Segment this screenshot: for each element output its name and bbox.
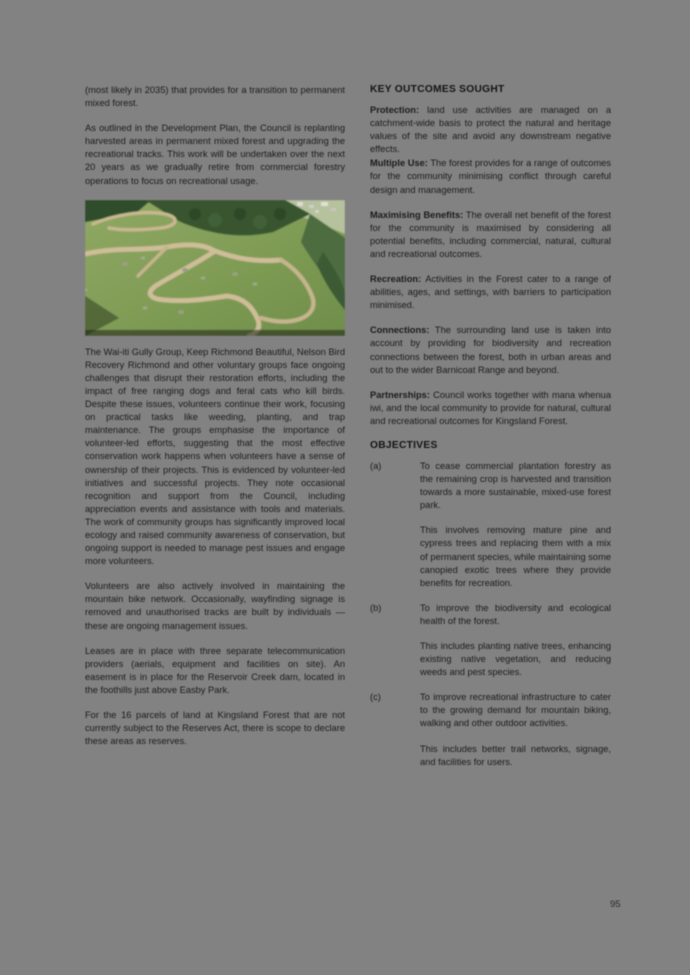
page-number: 95	[610, 899, 621, 910]
outcome-protection-text: land use activities are managed on a catchment-wide basis to protect the natural and heritage values of the site and avoid any downstream negative effects.	[370, 105, 611, 155]
objective-c-text: To improve recreational infrastructure to cater to the growing demand for mountain biking, walking and other outdoor activities.	[420, 692, 611, 729]
aerial-photo	[85, 200, 345, 336]
objective-b-detail: This includes planting native trees, enhancing existing native vegetation, and reducing weeds and pest species.	[420, 641, 611, 678]
objective-b-body	[420, 602, 611, 679]
outcome-partnerships-text: Council works together with mana whenua iwi, and the local community to provide for natural, cultural and recreational outcomes for Kingsland Forest.	[370, 389, 611, 426]
objective-a-body	[420, 460, 611, 590]
objective-c-body	[420, 691, 611, 768]
outcome-recreation	[370, 273, 611, 312]
objectives-heading: OBJECTIVES	[370, 439, 438, 451]
objective-item-c	[370, 691, 611, 768]
outcome-multiple-use-lead: Multiple Use:	[370, 158, 428, 169]
objective-a-detail: This involves removing mature pine and cypress trees and replacing them with a mix of permanent species, while maintaining some canopied exotic trees where they provide benefits for recreation.	[420, 525, 611, 588]
outcome-multiple-use	[370, 157, 611, 196]
outcome-protection-lead: Protection:	[370, 105, 420, 115]
outcome-maximising-benefits-lead: Maximising Benefits:	[370, 209, 464, 220]
objective-b-text: To improve the biodiversity and ecological health of the forest.	[420, 602, 611, 626]
outcome-maximising-benefits	[370, 209, 611, 261]
outcome-partnerships	[370, 389, 611, 428]
left-column	[85, 84, 345, 760]
objective-c-detail: This includes better trail networks, signage, and facilities for users.	[420, 743, 611, 767]
outcome-connections-text: The surrounding land use is taken into account by providing for biodiversity and recreation connections between the forest, both in urban areas and out to the wider Barnicoat Range and beyond.	[370, 325, 611, 375]
paragraph-transition-intro: (most likely in 2035) that provides for a transition to permanent mixed forest.	[85, 85, 345, 109]
paragraph-development-plan: As outlined in the Development Plan, the Council is replanting harvested areas in permanent mixed forest and upgrading the recreational tracks. This work will be undertaken over the next 20 years as we gradually retire from commercial forestry operations to focus on recreational usage.	[85, 123, 345, 186]
key-outcomes-heading: KEY OUTCOMES SOUGHT	[370, 84, 505, 95]
outcome-protection	[370, 104, 611, 156]
outcome-maximising-benefits-text: The overall net benefit of the forest for the community is maximised by considering all potential benefits, including commercial, natural, cultural and recreational outcomes.	[370, 209, 611, 259]
outcome-connections-lead: Connections:	[370, 325, 430, 336]
right-column	[370, 84, 611, 781]
paragraph-reserves-act: For the 16 parcels of land at Kingsland Forest that are not currently subject to the Reserves Act, there is scope to declare these areas as reserves.	[85, 710, 345, 747]
objective-b-marker: (b)	[370, 602, 382, 613]
outcome-recreation-lead: Recreation:	[370, 274, 422, 285]
outcome-partnerships-lead: Partnerships:	[370, 389, 430, 400]
paragraph-leases-easement: Leases are in place with three separate telecommunication providers (aerials, equipment and facilities on site). An easement is in place for the Reservoir Creek dam, located in the foothills just above Easby Park.	[85, 645, 345, 695]
objective-a-marker: (a)	[370, 460, 382, 471]
outcome-recreation-text: Activities in the Forest cater to a range of abilities, ages, and settings, with barriers to participation minimised.	[370, 274, 611, 311]
objective-item-a	[370, 460, 611, 590]
paragraph-mtb-volunteers: Volunteers are also actively involved in maintaining the mountain bike network. Occasionally, wayfinding signage is removed and unauthorised tracks are built by individuals — these are ongoing management issues.	[85, 581, 345, 631]
objective-a-text: To cease commercial plantation forestry as the remaining crop is harvested and transition towards a more sustainable, mixed-use forest park.	[420, 460, 611, 511]
paragraph-volunteer-groups: The Wai-iti Gully Group, Keep Richmond Beautiful, Nelson Bird Recovery Richmond and other voluntary groups face ongoing challenges that disrupt their restoration efforts, including the impact of free ranging dogs and feral cats who kill birds. Despite these issues, volunteers continue their work, focusing on practical tasks like weeding, planting, and trap maintenance. The groups emphasise the importance of volunteer-led efforts, suggesting that the most effective conservation work happens when volunteers have a sense of ownership of their projects. This is evidenced by volunteer-led initiatives and successful projects. They note occasional recognition and support from the Council, including appreciation events and assistance with tools and materials. The work of community groups has significantly improved local ecology and raised community awareness of conservation, but ongoing support is needed to manage pest issues and engage more volunteers.	[85, 346, 345, 567]
objective-item-b	[370, 602, 611, 679]
objective-c-marker: (c)	[370, 692, 381, 703]
outcome-connections	[370, 324, 611, 376]
outcome-multiple-use-text: The forest provides for a range of outcomes for the community minimising conflict through careful design and management.	[370, 158, 612, 195]
